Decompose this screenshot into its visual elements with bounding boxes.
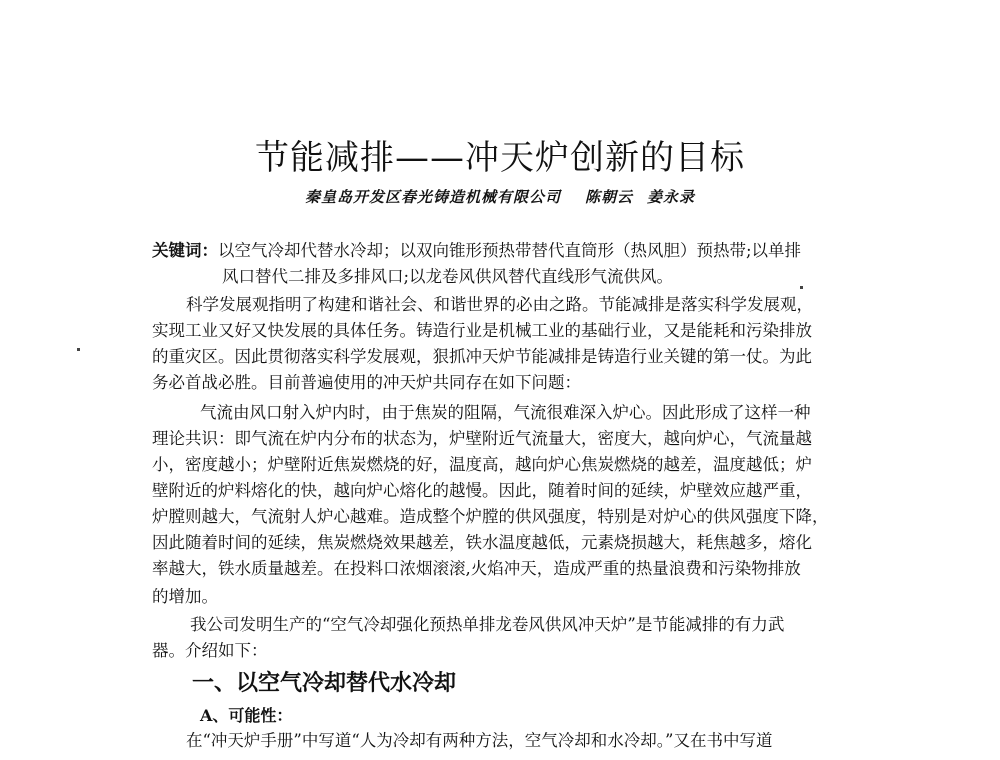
para1-line: 的重灾区。因此贯彻落实科学发展观，狠抓冲天炉节能减排是铸造行业关键的第一仗。为此 (152, 347, 812, 366)
keywords-label: 关键词： (152, 241, 218, 260)
para2-line: 小，密度越小；炉壁附近焦炭燃烧的好，温度高，越向炉心焦炭燃烧的越差，温度越低；炉 (152, 455, 812, 474)
para2-line: 理论共识：即气流在炉内分布的状态为，炉壁附近气流量大，密度大，越向炉心，气流量越 (152, 429, 812, 448)
para2-line: 壁附近的炉料熔化的快，越向炉心熔化的越慢。因此，随着时间的延续，炉壁效应越严重， (152, 481, 812, 500)
para1-line: 科学发展观指明了构建和谐社会、和谐世界的必由之路。节能减排是落实科学发展观， (186, 295, 813, 314)
para2-line: 因此随着时间的延续，焦炭燃烧效果越差，铁水温度越低，元素烧损越大，耗焦越多，熔化 (152, 533, 812, 552)
para2-line: 的增加。 (152, 587, 218, 606)
para3-line: 我公司发明生产的“空气冷却强化预热单排龙卷风供风冲天炉”是节能减排的有力武 (190, 615, 785, 634)
scan-speck (77, 348, 80, 351)
author-1: 陈朝云 (584, 188, 633, 206)
para1-line: 实现工业又好又快发展的具体任务。铸造行业是机械工业的基础行业，又是能耗和污染排放 (152, 321, 812, 340)
page-title: 节能减排——冲天炉创新的目标 (255, 138, 745, 178)
company-name: 秦皇岛开发区春光铸造机械有限公司 (304, 188, 561, 206)
section-heading: 一、以空气冷却替代水冷却 (192, 671, 457, 696)
byline (0, 186, 1000, 207)
scan-speck (800, 286, 803, 289)
subsection-heading: A、可能性： (200, 706, 293, 725)
para2-line: 率越大，铁水质量越差。在投料口浓烟滚滚,火焰冲天，造成严重的热量浪费和污染物排放 (152, 559, 801, 578)
keywords-text-1: 以空气冷却代替水冷却；以双向锥形预热带替代直筒形（热风胆）预热带;以单排 (218, 241, 802, 260)
para2-line: 气流由风口射入炉内时，由于焦炭的阻隔，气流很难深入炉心。因此形成了这样一种 (200, 403, 811, 422)
para4-line: 在“冲天炉手册”中写道“人为冷却有两种方法，空气冷却和水冷却。”又在书中写道 (186, 731, 773, 750)
author-2: 姜永录 (647, 188, 696, 206)
para1-line: 务必首战必胜。目前普遍使用的冲天炉共同存在如下问题： (152, 373, 581, 392)
para3-line: 器。介绍如下： (152, 641, 268, 660)
keywords-line-1 (152, 240, 801, 262)
keywords-line-2: 风口替代二排及多排风口;以龙卷风供风替代直线形气流供风。 (222, 267, 674, 286)
para2-line: 炉膛则越大，气流射人炉心越难。造成整个炉膛的供风强度，特别是对炉心的供风强度下降， (152, 507, 829, 526)
